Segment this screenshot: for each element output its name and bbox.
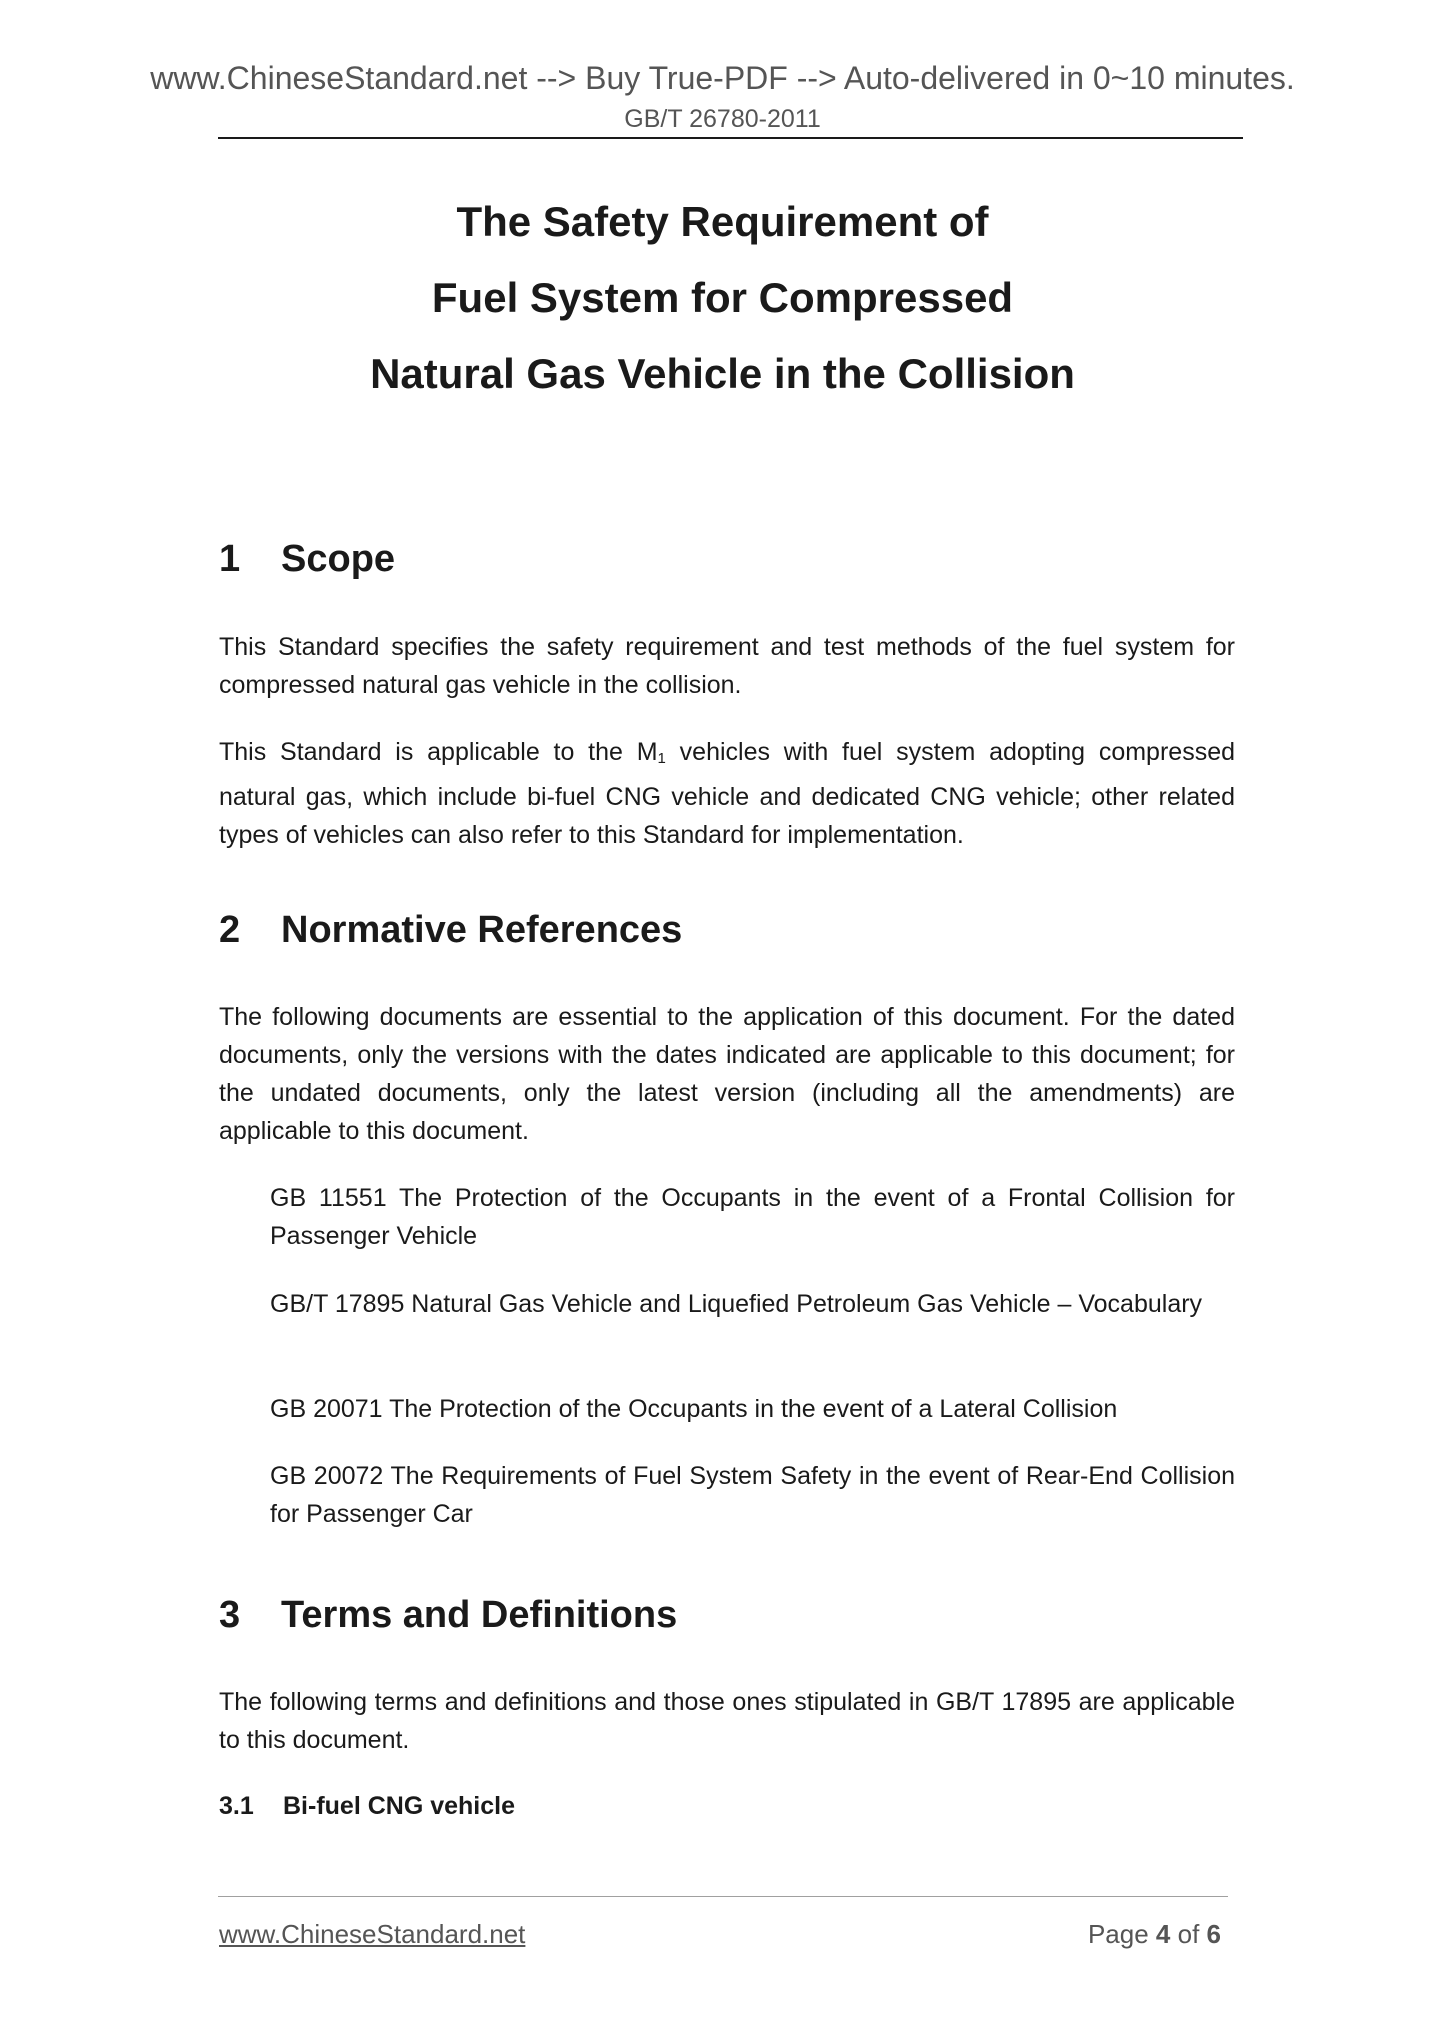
section-heading-terms (219, 1591, 677, 1639)
subsection-heading-3-1 (219, 1787, 515, 1825)
scope-paragraph-2 (219, 733, 1235, 854)
footer-divider (218, 1896, 1228, 1897)
title-line-2: Fuel System for Compressed (431, 274, 1014, 321)
reference-item: GB/T 17895 Natural Gas Vehicle and Liquefied Petroleum Gas Vehicle – Vocabulary (270, 1290, 1203, 1318)
section-number: 3 (219, 1594, 241, 1636)
subsection-number: 3.1 (219, 1792, 254, 1820)
header-banner: www.ChineseStandard.net --> Buy True-PDF --> Auto-delivered in 0~10 minutes. (150, 60, 1295, 96)
normative-intro: The following documents are essential to the application of this document. For the dated documents, only the versions with the dates indicated are applicable to this document; for the undated documents, only the latest version (including all the amendments) are applicable to this document. (219, 1003, 1235, 1145)
header-divider (218, 137, 1243, 139)
scope-paragraph-1: This Standard specifies the safety requirement and test methods of the fuel system for compressed natural gas vehicle in the collision. (219, 633, 1235, 699)
section-title: Normative References (281, 909, 683, 951)
reference-item: GB 20071 The Protection of the Occupants in the event of a Lateral Collision (270, 1395, 1118, 1423)
section-title: Terms and Definitions (281, 1594, 678, 1636)
title-line-3: Natural Gas Vehicle in the Collision (370, 350, 1075, 397)
section-title: Scope (281, 538, 396, 580)
subsection-title: Bi-fuel CNG vehicle (283, 1792, 515, 1820)
page-current: 4 (1155, 1919, 1171, 1949)
page-indicator (1088, 1918, 1221, 1950)
section-number: 1 (219, 538, 241, 580)
standard-code: GB/T 26780-2011 (624, 105, 821, 133)
reference-item: GB 11551 The Protection of the Occupants in the event of a Frontal Collision for Passenger Vehicle (270, 1184, 1235, 1250)
document-title (0, 184, 1445, 412)
section-heading-normative (219, 906, 682, 954)
scope-p2-before: This Standard is applicable to the M (219, 738, 658, 766)
reference-item: GB 20072 The Requirements of Fuel System Safety in the event of Rear-End Collision for Passenger Car (270, 1462, 1235, 1528)
subscript-1: 1 (657, 750, 666, 767)
footer-website-link[interactable]: www.ChineseStandard.net (219, 1919, 526, 1949)
terms-intro: The following terms and definitions and those ones stipulated in GB/T 17895 are applicable to this document. (219, 1688, 1235, 1754)
scope-p2-after: vehicles with fuel system adopting compressed natural gas, which include bi-fuel CNG vehicle and dedicated CNG vehicle; other related types of vehicles can also refer to this Standard for implementation. (219, 738, 1235, 849)
page-total: 6 (1206, 1919, 1221, 1949)
page-middle: of (1170, 1919, 1207, 1949)
page-prefix: Page (1087, 1919, 1156, 1949)
title-line-1: The Safety Requirement of (456, 198, 989, 245)
section-number: 2 (219, 909, 241, 951)
section-heading-scope (219, 535, 395, 583)
